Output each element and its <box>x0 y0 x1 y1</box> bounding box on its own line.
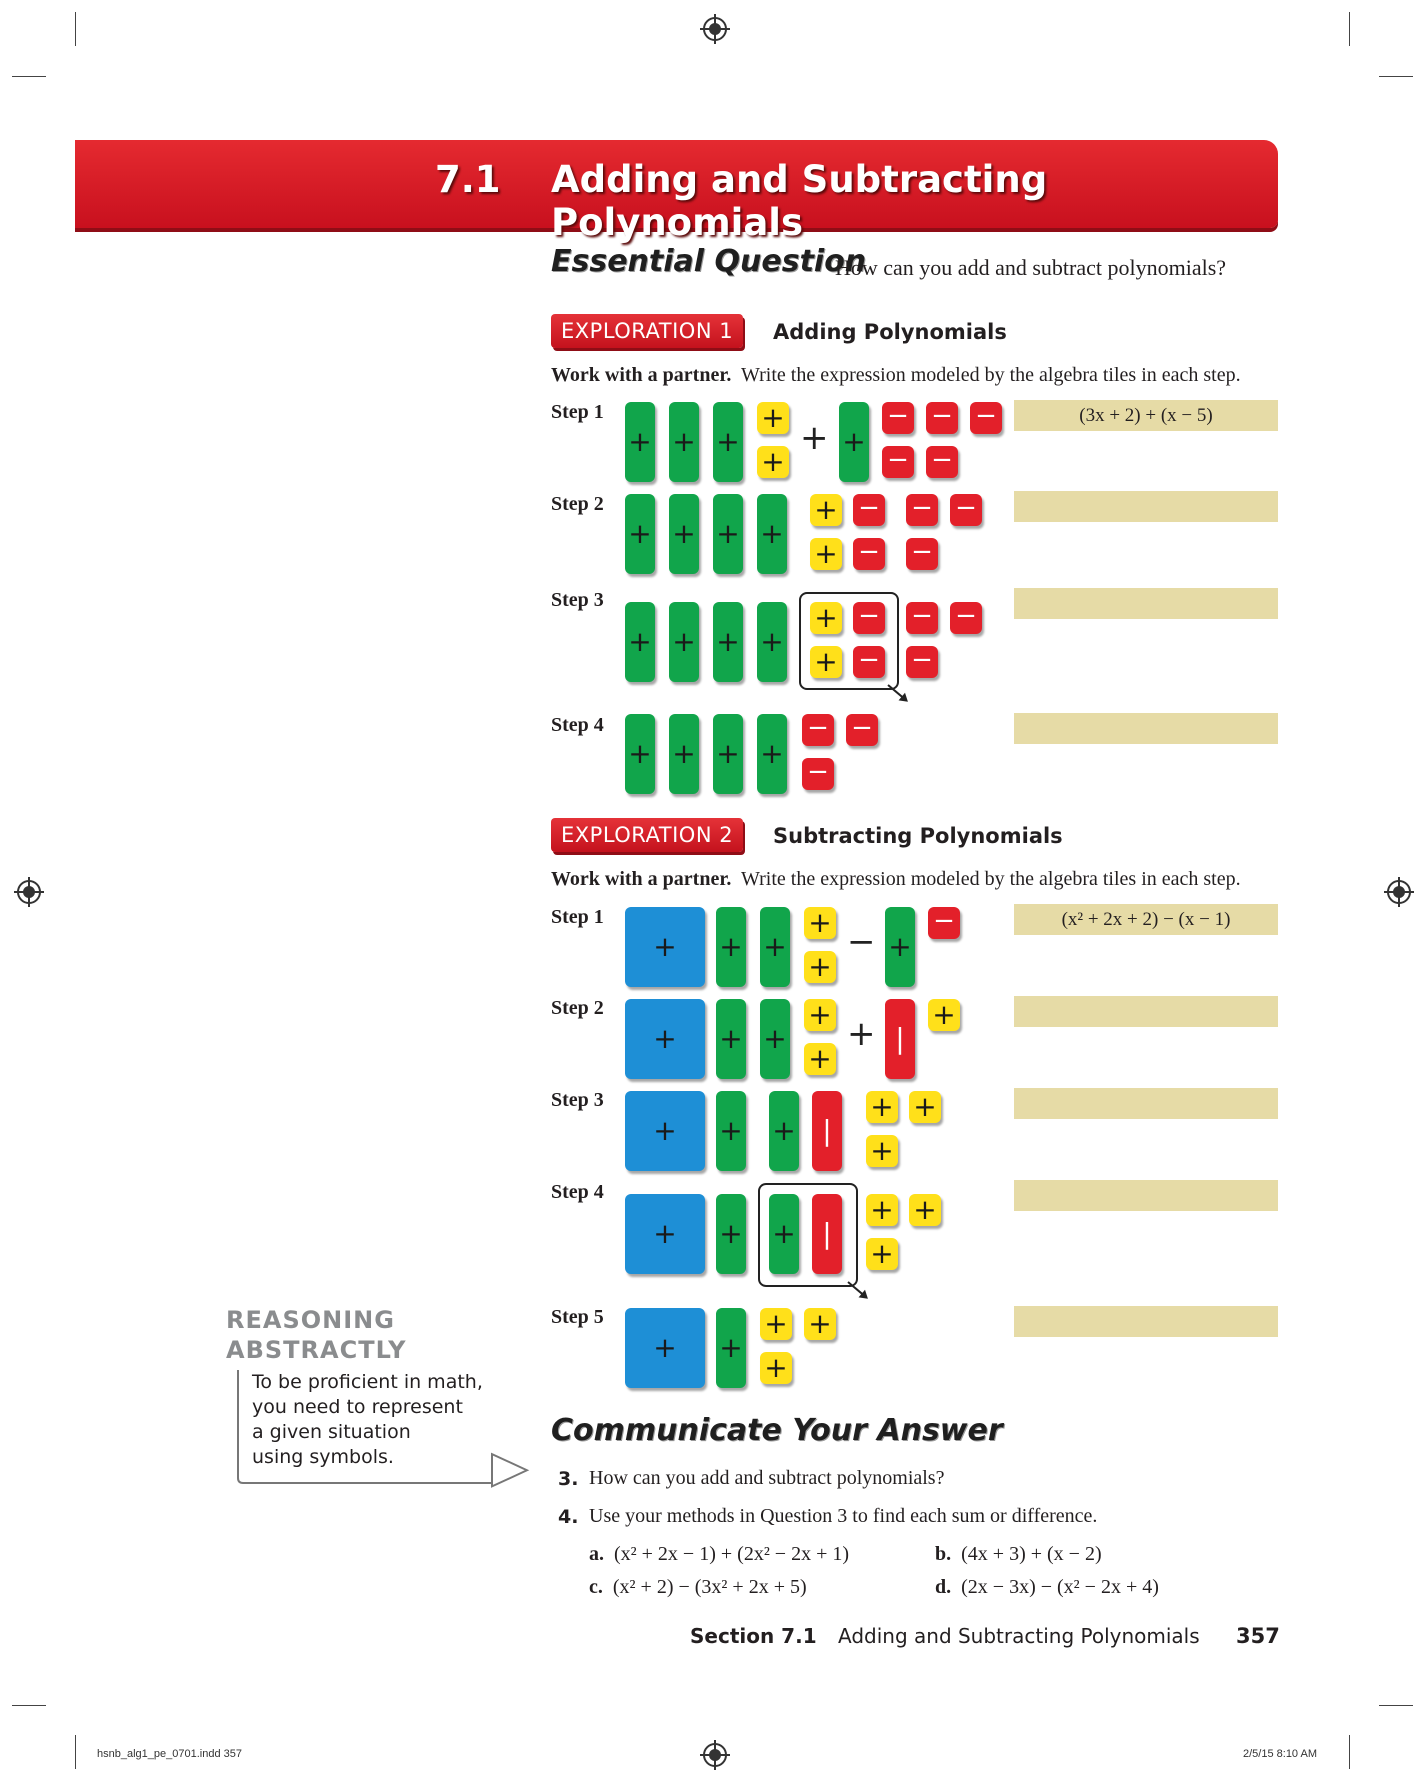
reasoning-line: using symbols. <box>252 1446 394 1468</box>
step-label: Step 1 <box>551 906 604 928</box>
x-tile: + <box>713 494 743 574</box>
registration-mark-icon <box>1387 880 1411 904</box>
x-tile: + <box>757 494 787 574</box>
x-tile: + <box>757 714 787 794</box>
unit-tile: + <box>804 907 836 939</box>
x-tile: + <box>625 602 655 682</box>
section-title: Adding and Subtracting Polynomials <box>551 158 1048 244</box>
operator-sign: + <box>847 1014 876 1054</box>
slug-file: hsnb_alg1_pe_0701.indd 357 <box>97 1748 242 1760</box>
x-tile: + <box>713 714 743 794</box>
exploration-1-instruction <box>551 364 1241 387</box>
reasoning-title-line: REASONING <box>226 1306 395 1334</box>
x-tile: + <box>669 402 699 482</box>
unit-tile: + <box>804 1308 836 1340</box>
instruction-text: Write the expression modeled by the algebra tiles in each step. <box>741 868 1241 890</box>
reasoning-line: you need to represent <box>252 1396 463 1418</box>
x-squared-tile: + <box>625 1194 705 1274</box>
negative-unit-tile: − <box>906 538 938 570</box>
reasoning-text <box>252 1370 483 1470</box>
exercise-expression: (2x − 3x) − (x² − 2x + 4) <box>961 1576 1159 1598</box>
unit-tile: + <box>757 402 789 434</box>
unit-tile: + <box>866 1238 898 1270</box>
answer-field[interactable] <box>1014 588 1278 619</box>
communicate-heading: Communicate Your Answer <box>551 1413 1003 1448</box>
answer-field[interactable] <box>1014 1088 1278 1119</box>
negative-unit-tile: − <box>882 446 914 478</box>
step-label: Step 5 <box>551 1306 604 1328</box>
question-text: Use your methods in Question 3 to find each sum or difference. <box>589 1505 1098 1527</box>
instruction-bold: Work with a partner. <box>551 868 732 890</box>
question-text: How can you add and subtract polynomials? <box>589 1467 945 1489</box>
exercise-label: a. <box>589 1543 604 1565</box>
step-label: Step 3 <box>551 589 604 611</box>
unit-tile: + <box>909 1194 941 1226</box>
unit-tile: + <box>909 1091 941 1123</box>
step-label: Step 1 <box>551 401 604 423</box>
unit-tile: + <box>757 446 789 478</box>
essential-question-heading: Essential Question <box>551 244 867 279</box>
operator-sign: + <box>800 418 829 458</box>
exercise-a <box>589 1543 849 1566</box>
registration-mark-icon <box>703 1743 727 1767</box>
negative-unit-tile: − <box>926 446 958 478</box>
x-tile: + <box>769 1091 799 1171</box>
x-tile: + <box>625 714 655 794</box>
negative-unit-tile: − <box>853 494 885 526</box>
unit-tile: + <box>810 538 842 570</box>
registration-mark-icon <box>17 880 41 904</box>
exercise-expression: (x² + 2x − 1) + (2x² − 2x + 1) <box>614 1543 850 1565</box>
registration-mark-icon <box>703 17 727 41</box>
x-tile: + <box>885 907 915 987</box>
arrow-icon <box>847 1281 867 1298</box>
x-tile: + <box>716 1308 746 1388</box>
crop-mark <box>1349 12 1350 46</box>
negative-unit-tile: − <box>950 602 982 634</box>
unit-tile: + <box>866 1194 898 1226</box>
exercise-expression: (x² + 2) − (3x² + 2x + 5) <box>612 1576 807 1598</box>
negative-unit-tile: − <box>970 402 1002 434</box>
x-tile: + <box>760 999 790 1079</box>
operator-sign: − <box>847 922 876 962</box>
unit-tile: + <box>928 999 960 1031</box>
x-tile: + <box>769 1194 799 1274</box>
negative-unit-tile: − <box>928 907 960 939</box>
crop-mark <box>1379 1705 1413 1706</box>
crop-mark <box>12 1705 46 1706</box>
negative-unit-tile: − <box>950 494 982 526</box>
answer-field[interactable] <box>1014 400 1278 431</box>
x-tile: + <box>716 1091 746 1171</box>
reasoning-line: a given situation <box>252 1421 411 1443</box>
slug-date: 2/5/15 8:10 AM <box>1243 1748 1317 1760</box>
section-banner <box>75 140 1278 244</box>
exploration-1-badge: EXPLORATION 1 <box>551 314 743 348</box>
question-number: 3. <box>558 1468 579 1490</box>
unit-tile: + <box>810 602 842 634</box>
x-squared-tile: + <box>625 1091 705 1171</box>
answer-field[interactable] <box>1014 996 1278 1027</box>
negative-x-tile: | <box>812 1091 842 1171</box>
unit-tile: + <box>804 1043 836 1075</box>
negative-unit-tile: − <box>906 646 938 678</box>
unit-tile: + <box>810 494 842 526</box>
x-tile: + <box>716 999 746 1079</box>
negative-unit-tile: − <box>802 758 834 790</box>
crop-mark <box>1379 76 1413 77</box>
unit-tile: + <box>866 1135 898 1167</box>
x-squared-tile: + <box>625 999 705 1079</box>
exercise-label: b. <box>935 1543 952 1565</box>
reasoning-line: To be proficient in math, <box>252 1371 483 1393</box>
exercise-d <box>935 1576 1159 1599</box>
x-squared-tile: + <box>625 1308 705 1388</box>
x-tile: + <box>669 714 699 794</box>
step-label: Step 4 <box>551 714 604 736</box>
crop-mark <box>75 1735 76 1769</box>
x-squared-tile: + <box>625 907 705 987</box>
negative-unit-tile: − <box>846 714 878 746</box>
negative-unit-tile: − <box>802 714 834 746</box>
exercise-label: d. <box>935 1576 952 1598</box>
negative-unit-tile: − <box>926 402 958 434</box>
page-number: 357 <box>1236 1624 1280 1648</box>
step-label: Step 2 <box>551 493 604 515</box>
exercise-c <box>589 1576 807 1599</box>
exploration-2-instruction <box>551 868 1241 891</box>
x-tile: + <box>839 402 869 482</box>
exercise-label: c. <box>589 1576 603 1598</box>
answer-field[interactable] <box>1014 1306 1278 1337</box>
step-label: Step 4 <box>551 1181 604 1203</box>
x-tile: + <box>669 494 699 574</box>
negative-unit-tile: − <box>882 402 914 434</box>
unit-tile: + <box>810 646 842 678</box>
question-number: 4. <box>558 1506 579 1528</box>
exploration-2-badge: EXPLORATION 2 <box>551 818 743 852</box>
reasoning-title-line: ABSTRACTLY <box>226 1336 407 1364</box>
crop-mark <box>12 76 46 77</box>
instruction-text: Write the expression modeled by the algebra tiles in each step. <box>741 364 1241 386</box>
x-tile: + <box>669 602 699 682</box>
answer-field[interactable] <box>1014 1180 1278 1211</box>
unit-tile: + <box>804 951 836 983</box>
negative-unit-tile: − <box>853 538 885 570</box>
unit-tile: + <box>760 1352 792 1384</box>
x-tile: + <box>713 402 743 482</box>
answer-field[interactable] <box>1014 713 1278 744</box>
footer-title: Adding and Subtracting Polynomials <box>838 1624 1200 1648</box>
x-tile: + <box>757 602 787 682</box>
x-tile: + <box>716 907 746 987</box>
x-tile: + <box>625 494 655 574</box>
unit-tile: + <box>760 1308 792 1340</box>
x-tile: + <box>716 1194 746 1274</box>
instruction-bold: Work with a partner. <box>551 364 732 386</box>
unit-tile: + <box>804 999 836 1031</box>
x-tile: + <box>625 402 655 482</box>
exploration-1-title: Adding Polynomials <box>773 320 1007 344</box>
negative-unit-tile: − <box>853 646 885 678</box>
answer-field[interactable] <box>1014 904 1278 935</box>
reasoning-title <box>226 1305 407 1365</box>
negative-x-tile: | <box>812 1194 842 1274</box>
negative-unit-tile: − <box>906 494 938 526</box>
exploration-2-title: Subtracting Polynomials <box>773 824 1063 848</box>
crop-mark <box>1349 1735 1350 1769</box>
x-tile: + <box>713 602 743 682</box>
crop-mark <box>75 12 76 46</box>
answer-text: (3x + 2) + (x − 5) <box>1079 405 1213 426</box>
negative-x-tile: | <box>885 999 915 1079</box>
section-number: 7.1 <box>435 158 501 201</box>
negative-unit-tile: − <box>853 602 885 634</box>
exercise-b <box>935 1543 1102 1566</box>
footer-section: Section 7.1 <box>690 1624 817 1648</box>
negative-unit-tile: − <box>906 602 938 634</box>
x-tile: + <box>760 907 790 987</box>
answer-field[interactable] <box>1014 491 1278 522</box>
answer-text: (x² + 2x + 2) − (x − 1) <box>1061 909 1231 930</box>
unit-tile: + <box>866 1091 898 1123</box>
exercise-expression: (4x + 3) + (x − 2) <box>961 1543 1102 1565</box>
essential-question-text: How can you add and subtract polynomials? <box>835 255 1227 280</box>
step-label: Step 2 <box>551 997 604 1019</box>
step-label: Step 3 <box>551 1089 604 1111</box>
